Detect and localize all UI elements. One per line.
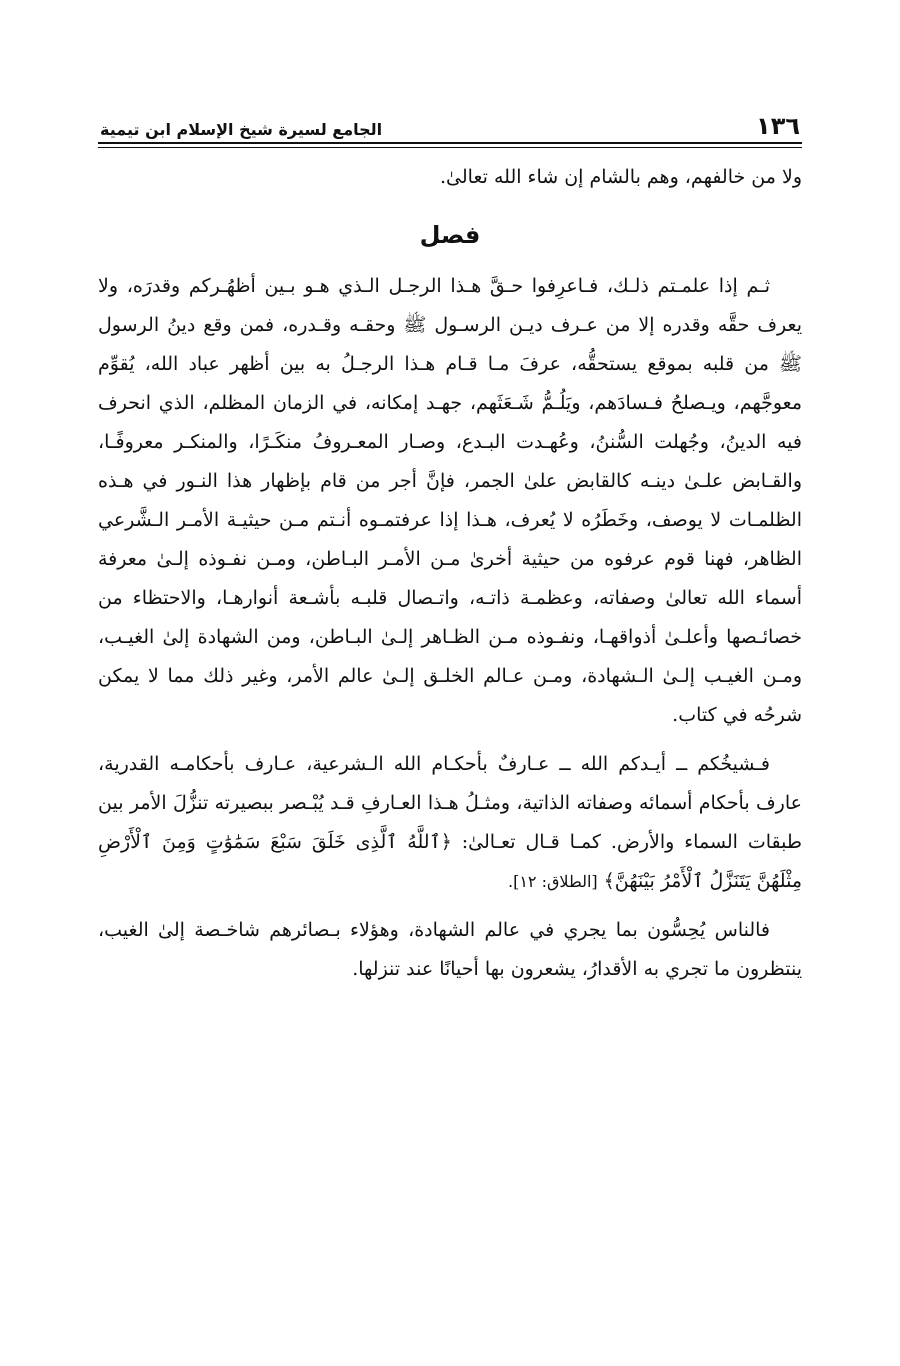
- paragraph-1: ثـم إذا علمـتم ذلـك، فـاعرِفوا حـقَّ هـذا الرجـل الـذي هـو بـين أظهُـركم وقدرَه، ولا يعرف حقَّه وقدره إلا من عـرف ديـن الرسـول ﷺ وحقـه وقـدره، فمن وقع دينُ الرسول ﷺ من قلبه بموقع يستحقُّه، عرفَ مـا قـام هـذا الرجـلُ به بين أظهر عباد الله، يُقوِّم معوجَّهم، ويـصلحُ فـسادَهم، ويَلُـمُّ شَـعَثَهم، جهـد إمكانه، في الزمان المظلم، الذي انحرف فيه الدينُ، وجُهلت السُّننُ، وعُهـدت البـدع، وصـار المعـروفُ منكَـرًا، والمنكـر معروفًـا، والقـابض علـىٰ دينـه كالقابض علىٰ الجمر، فإنَّ أجر من قام بإظهار هذا النـور في هـذه الظلمـات لا يوصف، وخَطَرُه لا يُعرف، هـذا إذا عرفتمـوه أنـتم مـن حيثيـة الأمـر الـشَّرعي الظاهر، فهنا قوم عرفوه من حيثية أخرىٰ مـن الأمـر البـاطن، ومـن نفـوذه إلـىٰ معرفة أسماء الله تعالىٰ وصفاته، وعظمـة ذاتـه، واتـصال قلبـه بأشـعة أنوارهـا، والاحتظاء من خصائـصها وأعلـىٰ أذواقهـا، ونفـوذه مـن الظـاهر إلـىٰ البـاطن، ومن الشهادة إلىٰ الغيـب، ومـن الغيـب إلـىٰ الـشهادة، ومـن عـالم الخلـق إلـىٰ عالم الأمر، وغير ذلك مما لا يمكن شرحُه في كتاب.: [98, 275, 802, 726]
- paragraph-2: [98, 745, 802, 901]
- page-header: [98, 108, 802, 142]
- paragraph-3: فالناس يُحِسُّون بما يجري في عالم الشهادة، وهؤلاء بـصائرهم شاخـصة إلىٰ الغيب، ينتظرون ما تجري به الأقدارُ، يشعرون بها أحيانًا عند تنزلها.: [98, 919, 802, 980]
- section-heading: فصل: [419, 221, 481, 249]
- book-page: [98, 108, 802, 1326]
- running-title: الجامع لسيرة شيخ الإسلام ابن تيمية: [100, 120, 383, 139]
- header-divider: [98, 142, 802, 148]
- verse-citation: [الطلاق: ١٢].: [507, 872, 598, 891]
- paragraph-2-text: فـشيخُكم ــ أيـدكم الله ــ عـارفٌ بأحكـام الله الـشرعية، عـارف بأحكامـه القدرية، عارف بأحكام أسمائه وصفاته الذاتية، ومثـلُ هـذا العـارفِ قـد يُبْـصر ببصيرته تنزُّلَ الأمر بين طبقات السماء والأرض. كمـا قـال تعـالىٰ:: [98, 753, 802, 853]
- opening-line: ولا من خالفهم، وهم بالشام إن شاء الله تعالىٰ.: [440, 166, 802, 188]
- page-number: ١٣٦: [756, 112, 800, 140]
- quran-verse: ﴿ٱللَّهُ ٱلَّذِى خَلَقَ سَبْعَ سَمَٰوَٰتٍ وَمِنَ ٱلْأَرْضِ مِثْلَهُنَّ يَتَنَزَّلُ ٱلْأَمْرُ بَيْنَهُنَّ﴾: [98, 831, 802, 892]
